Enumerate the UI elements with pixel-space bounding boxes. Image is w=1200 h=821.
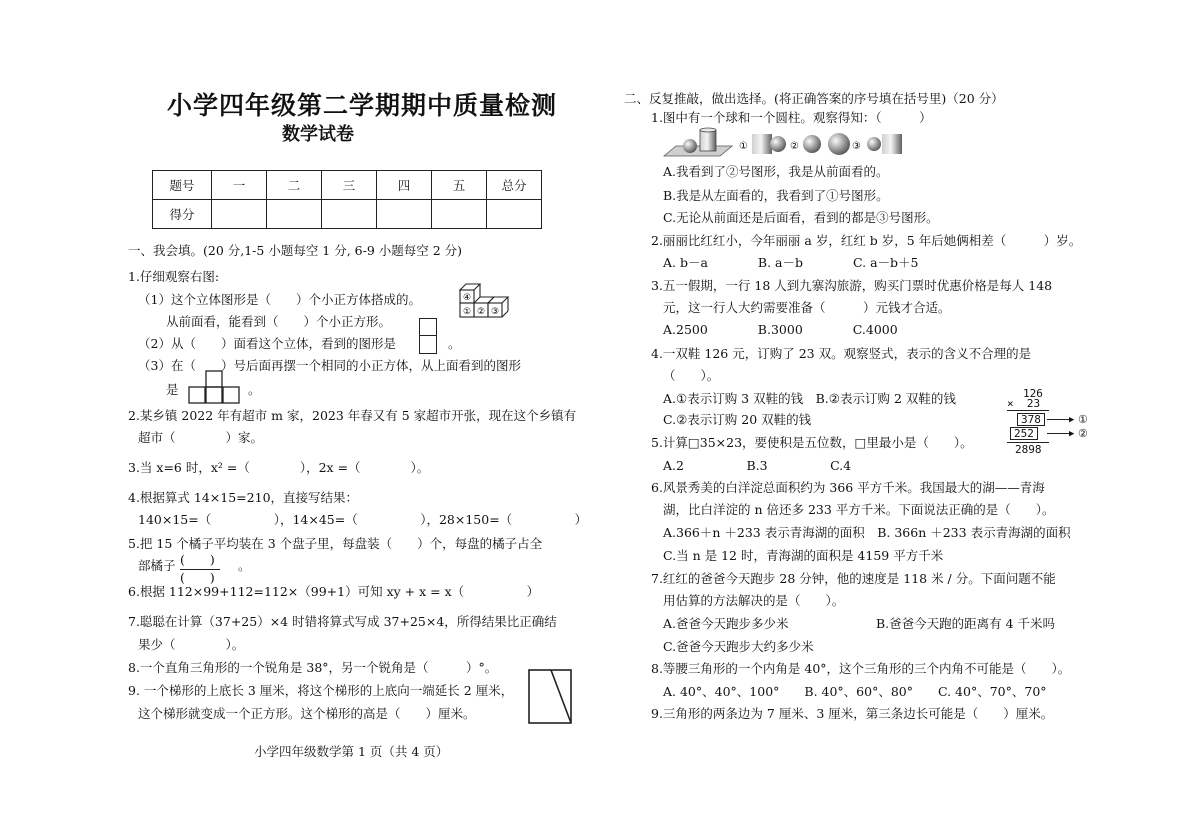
- question-text: （ ）。: [663, 368, 720, 383]
- question-text: 2.丽丽比红红小，今年丽丽 a 岁，红红 b 岁，5 年后她俩相差（ ）岁。: [651, 233, 1082, 248]
- question-text: （3）在（ ）号后面再摆一个相同的小正方体，从上面看到的图形: [138, 358, 521, 373]
- period-mark: 。: [248, 382, 261, 397]
- option-text: A. 40°、40°、100° B. 40°、60°、80° C. 40°、70°、70°: [663, 684, 1047, 699]
- question-text: 超市（ ）家。: [138, 430, 264, 445]
- figure-label: ③: [852, 141, 861, 152]
- cube-label: ④: [462, 293, 472, 303]
- question-text: 元，这一行人大约需要准备（ ）元钱才合适。: [663, 300, 951, 315]
- score-cell: 四: [377, 171, 432, 200]
- score-cell: [487, 200, 542, 229]
- question-text: 湖，比白洋淀的 n 倍还多 233 平方千米。下面说法正确的是（ ）。: [663, 502, 1055, 517]
- trapezoid-figure: [527, 668, 573, 726]
- period-mark: 。: [448, 336, 461, 351]
- question-text: （2）从（ ）面看这个立体，看到的图形是: [138, 336, 396, 351]
- arrow-line: [1047, 419, 1071, 420]
- score-cell: 得分: [153, 200, 212, 229]
- score-cell: 二: [267, 171, 322, 200]
- option-text: A. b－a B. a－b C. a－b＋5: [663, 255, 919, 270]
- question-text: 6.风景秀美的白洋淀总面积约为 366 平方千米。我国最大的湖——青海: [651, 480, 1045, 495]
- top-view-figure: [188, 370, 248, 406]
- option-text: B.我是从左面看的，我看到了①号图形。: [663, 188, 889, 203]
- question-text: 2.某乡镇 2022 年有超市 m 家，2023 年春又有 5 家超市开张，现在这个乡镇有: [128, 408, 577, 423]
- question-text: 7.红红的爸爸今天跑步 28 分钟，他的速度是 118 米 / 分。下面问题不能: [651, 571, 1056, 586]
- fraction-denominator: ( ): [180, 570, 215, 585]
- arrow-head: ▶: [1069, 415, 1075, 425]
- calc-line: 2898: [1015, 443, 1042, 456]
- score-cell: [432, 200, 487, 229]
- figure-label: ①: [739, 141, 748, 152]
- option-text: A.爸爸今天跑步多少米: [663, 616, 789, 631]
- question-text: 8.一个直角三角形的一个锐角是 38°，另一个锐角是（ ）°。: [128, 660, 498, 675]
- question-text: （1）这个立体图形是（ ）个小正方体搭成的。: [138, 292, 421, 307]
- question-text: 140×15=（ ），14×45=（ ），28×150=（ ）: [138, 512, 588, 527]
- score-header-row: [153, 171, 542, 200]
- calc-marker: ②: [1078, 427, 1088, 440]
- vertical-calculation: [1007, 388, 1097, 458]
- score-value-row: [153, 200, 542, 229]
- arrow-line: [1047, 433, 1071, 434]
- cube-label: ①: [462, 307, 472, 317]
- question-text: 4.根据算式 14×15=210，直接写结果：: [128, 490, 359, 505]
- score-cell: 总分: [487, 171, 542, 200]
- page-title: 小学四年级第二学期期中质量检测: [167, 91, 558, 120]
- score-cell: [212, 200, 267, 229]
- arrow-head: ▶: [1069, 429, 1075, 439]
- score-cell: [322, 200, 377, 229]
- calc-line: 378: [1017, 413, 1045, 426]
- calc-rule: [1007, 410, 1049, 411]
- question-text: 1.仔细观察右图:: [128, 269, 220, 284]
- option-text: A.我看到了②号图形，我是从前面看的。: [663, 164, 889, 179]
- score-cell: [267, 200, 322, 229]
- question-text: 是: [166, 382, 179, 397]
- question-text: 9.三角形的两条边为 7 厘米、3 厘米，第三条边长可能是（ ）厘米。: [651, 706, 1054, 721]
- period-mark: 。: [238, 558, 251, 573]
- option-text: A.①表示订购 3 双鞋的钱 B.②表示订购 2 双鞋的钱: [663, 391, 956, 406]
- page-subtitle: 数学试卷: [282, 124, 354, 145]
- question-text: 3.五一假期，一行 18 人到九寨沟旅游，购买门票时优惠价格是每人 148: [651, 278, 1053, 293]
- question-text: 用估算的方法解决的是（ ）。: [663, 593, 845, 608]
- figure-label: ②: [790, 141, 799, 152]
- score-cell: [377, 200, 432, 229]
- question-text: 5.把 15 个橘子平均装在 3 个盘子里，每盘装（ ）个，每盘的橘子占全: [128, 536, 543, 551]
- score-cell: 一: [212, 171, 267, 200]
- calc-line: 252: [1010, 427, 1038, 440]
- front-view-figure: [419, 318, 437, 354]
- question-text: 6.根据 112×99+112=112×（99+1）可知 xy + x = x（ ）: [128, 584, 540, 599]
- question-text: 4.一双鞋 126 元，订购了 23 双。观察竖式，表示的含义不合理的是: [651, 346, 1032, 361]
- score-cell: 题号: [153, 171, 212, 200]
- section2-heading: 二、反复推敲，做出选择。(将正确答案的序号填在括号里)（20 分）: [624, 91, 1004, 106]
- option-text: B.爸爸今天跑的距离有 4 千米吗: [876, 616, 1056, 631]
- ball-cylinder-figure: [662, 126, 924, 160]
- cube-figure: [457, 278, 517, 326]
- cube-label: ②: [476, 307, 486, 317]
- question-text: 果少（ ）。: [138, 637, 245, 652]
- page-footer: 小学四年级数学第 1 页（共 4 页）: [254, 744, 449, 759]
- calc-line: × 23: [1007, 397, 1041, 410]
- question-text: 从前面看，能看到（ ）个小正方形。: [166, 314, 392, 329]
- question-text: 3.当 x=6 时，x² =（ ），2x =（ ）。: [128, 460, 430, 475]
- cube-label: ③: [490, 307, 500, 317]
- question-text: 部橘子: [138, 558, 176, 573]
- option-text: C.无论从前面还是后面看，看到的都是③号图形。: [663, 210, 939, 225]
- question-text: 这个梯形就变成一个正方形。这个梯形的高是（ ）厘米。: [138, 706, 476, 721]
- option-text: C.爸爸今天跑步大约多少米: [663, 639, 814, 654]
- option-text: C.当 n 是 12 时，青海湖的面积是 4159 平方千米: [663, 548, 944, 563]
- score-table: [152, 170, 542, 229]
- question-text: 9. 一个梯形的上底长 3 厘米，将这个梯形的上底向一端延长 2 厘米，: [128, 683, 514, 698]
- option-text: A.2500 B.3000 C.4000: [663, 322, 898, 337]
- option-text: A.2 B.3 C.4: [663, 458, 852, 473]
- question-text: 1.图中有一个球和一个圆柱。观察得知：（ ）: [651, 110, 932, 125]
- score-cell: 三: [322, 171, 377, 200]
- fraction-numerator: ( ): [180, 552, 215, 567]
- calc-marker: ①: [1078, 413, 1088, 426]
- option-text: C.②表示订购 20 双鞋的钱: [663, 412, 812, 427]
- question-text: 8.等腰三角形的一个内角是 40°，这个三角形的三个内角不可能是（ ）。: [651, 661, 1071, 676]
- calc-line: 126: [1023, 387, 1043, 400]
- question-text: 5.计算□35×23，要使积是五位数，□里最小是（ ）。: [651, 435, 973, 450]
- section1-heading: 一、我会填。(20 分,1-5 小题每空 1 分, 6-9 小题每空 2 分): [128, 243, 463, 258]
- score-cell: 五: [432, 171, 487, 200]
- option-text: A.366＋n ＋233 表示青海湖的面积 B. 366n ＋233 表示青海湖的面积: [663, 525, 1071, 540]
- question-text: 7.聪聪在计算（37+25）×4 时错将算式写成 37+25×4，所得结果比正确结: [128, 614, 557, 629]
